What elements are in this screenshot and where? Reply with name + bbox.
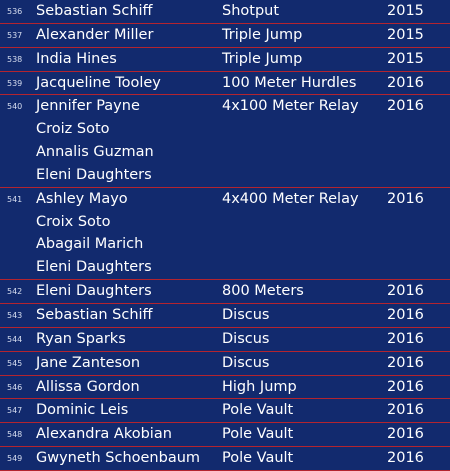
record-year: 2016 (387, 283, 424, 300)
row-number: 544 (7, 334, 23, 344)
row-line (0, 256, 450, 279)
row-number: 542 (7, 287, 23, 297)
athlete-name: Jacqueline Tooley (36, 74, 161, 91)
table-row (0, 48, 450, 72)
row-line (0, 233, 450, 256)
row-line (0, 95, 450, 118)
athlete-name: Alexander Miller (36, 26, 154, 43)
table-row (0, 328, 450, 352)
record-year: 2015 (387, 50, 424, 67)
table-row (0, 95, 450, 187)
row-line (0, 376, 450, 399)
table-row (0, 447, 450, 471)
row-line (0, 0, 450, 23)
event-name: Pole Vault (222, 450, 294, 467)
athlete-name: Croiz Soto (36, 121, 110, 138)
athlete-name: Allissa Gordon (36, 378, 140, 395)
row-number: 549 (7, 454, 23, 464)
table-row (0, 352, 450, 376)
row-number: 538 (7, 54, 23, 64)
row-number: 540 (7, 102, 23, 112)
record-year: 2016 (387, 354, 424, 371)
record-year: 2016 (387, 450, 424, 467)
event-name: Triple Jump (222, 50, 303, 67)
row-number: 546 (7, 382, 23, 392)
row-number: 539 (7, 78, 23, 88)
event-name: 800 Meters (222, 283, 304, 300)
athlete-name: Eleni Daughters (36, 283, 152, 300)
row-number: 536 (7, 7, 23, 16)
record-year: 2016 (387, 74, 424, 91)
record-year: 2015 (387, 3, 424, 19)
table-row (0, 399, 450, 423)
record-year: 2016 (387, 98, 424, 115)
athlete-name: India Hines (36, 50, 117, 67)
table-row (0, 0, 450, 24)
event-name: 4x100 Meter Relay (222, 98, 359, 115)
event-name: 4x400 Meter Relay (222, 190, 359, 207)
athlete-name: Alexandra Akobian (36, 426, 172, 443)
event-name: High Jump (222, 378, 297, 395)
athlete-name: Annalis Guzman (36, 144, 154, 161)
record-year: 2015 (387, 26, 424, 43)
athlete-name: Dominic Leis (36, 402, 129, 419)
row-line (0, 164, 450, 187)
table-row (0, 376, 450, 400)
table-row (0, 188, 450, 280)
record-year: 2016 (387, 378, 424, 395)
event-name: Triple Jump (222, 26, 303, 43)
table-row (0, 423, 450, 447)
athlete-name: Abagail Marich (36, 236, 144, 253)
athlete-name: Eleni Daughters (36, 259, 152, 276)
table-row (0, 304, 450, 328)
row-line (0, 24, 450, 47)
row-line (0, 211, 450, 234)
row-number: 543 (7, 310, 23, 320)
athlete-name: Sebastian Schiff (36, 306, 153, 323)
athlete-name: Gwyneth Schoenbaum (36, 450, 201, 467)
row-line (0, 447, 450, 470)
event-name: Shotput (222, 3, 280, 19)
record-year: 2016 (387, 190, 424, 207)
record-year: 2016 (387, 330, 424, 347)
row-line (0, 328, 450, 351)
table-row (0, 280, 450, 304)
row-line (0, 280, 450, 303)
athlete-name: Jane Zanteson (36, 354, 141, 371)
event-name: Discus (222, 306, 270, 323)
record-year: 2016 (387, 402, 424, 419)
athlete-name: Eleni Daughters (36, 166, 152, 183)
table-row (0, 24, 450, 48)
row-number: 547 (7, 406, 23, 416)
row-line (0, 304, 450, 327)
event-name: Discus (222, 354, 270, 371)
event-name: 100 Meter Hurdles (222, 74, 357, 91)
event-name: Discus (222, 330, 270, 347)
athlete-name: Croix Soto (36, 213, 111, 230)
row-line (0, 118, 450, 141)
row-line (0, 72, 450, 95)
athlete-name: Sebastian Schiff (36, 3, 153, 19)
athlete-name: Ashley Mayo (36, 190, 128, 207)
athlete-name: Jennifer Payne (36, 98, 140, 115)
row-number: 545 (7, 358, 23, 368)
row-line (0, 48, 450, 71)
row-line (0, 423, 450, 446)
event-name: Pole Vault (222, 426, 294, 443)
row-line (0, 141, 450, 164)
row-line (0, 352, 450, 375)
event-name: Pole Vault (222, 402, 294, 419)
row-line (0, 188, 450, 211)
athlete-name: Ryan Sparks (36, 330, 126, 347)
row-number: 548 (7, 430, 23, 440)
row-line (0, 399, 450, 422)
row-number: 537 (7, 30, 23, 40)
record-year: 2016 (387, 426, 424, 443)
row-number: 541 (7, 194, 23, 204)
table-row (0, 72, 450, 96)
record-year: 2016 (387, 306, 424, 323)
